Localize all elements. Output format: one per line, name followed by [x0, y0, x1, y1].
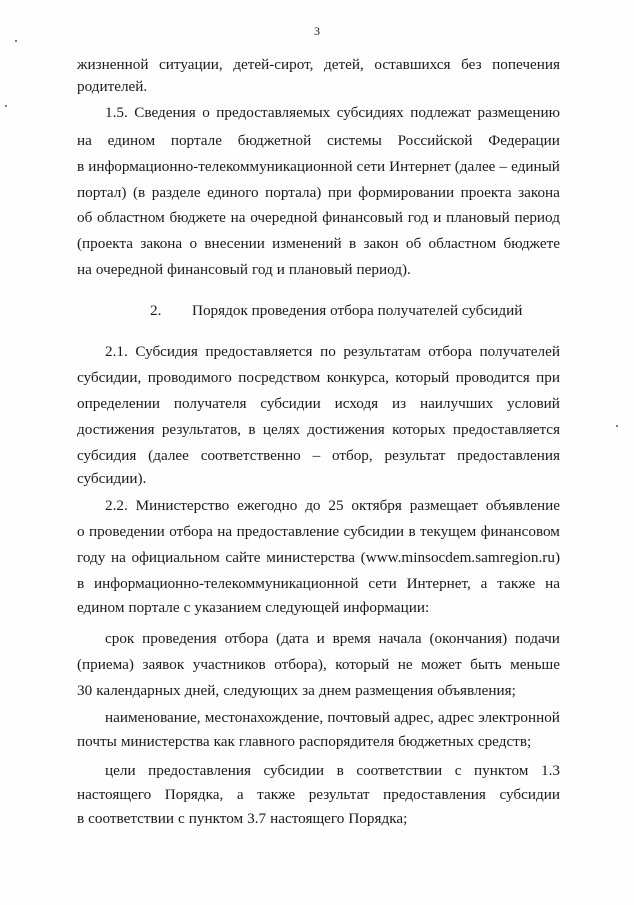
word: объявление [485, 497, 560, 514]
word: которых [392, 421, 446, 438]
word: проводимого [147, 369, 232, 386]
word: адрес [438, 709, 474, 726]
word: подлежат [410, 104, 471, 121]
word: днем [318, 682, 352, 699]
word: текущем [420, 523, 477, 540]
text-line [77, 55, 560, 75]
word: который [335, 656, 390, 673]
word: результат [308, 786, 370, 803]
word: (проекта [77, 235, 134, 252]
word: об [77, 209, 93, 226]
word: году [77, 549, 106, 566]
text-line [105, 496, 560, 516]
word: октября [351, 497, 402, 514]
word: с [183, 599, 191, 616]
word: на [77, 132, 92, 149]
word: из [391, 395, 407, 412]
word: определении [77, 395, 161, 412]
word: достижения [307, 421, 385, 438]
word: Федерации [488, 132, 560, 149]
word: предоставления [383, 786, 486, 803]
word: а [236, 786, 244, 803]
word: Российской [397, 132, 473, 149]
word: субсидии, [77, 369, 142, 386]
word: 1.3 [540, 762, 560, 779]
word: наименование, [105, 709, 201, 726]
word: срок [105, 630, 135, 647]
word: год [251, 261, 273, 278]
word: изменений [272, 235, 342, 252]
section-heading-number: 2. [150, 302, 162, 319]
word: Субсидия [135, 343, 198, 360]
word: получателя [173, 395, 247, 412]
word: ежегодно [237, 497, 298, 514]
text-line [77, 234, 560, 254]
word: Министерство [135, 497, 230, 514]
word: без [461, 56, 482, 73]
word: размещает [409, 497, 479, 514]
word: официальном [131, 549, 220, 566]
word: до [305, 497, 321, 514]
word: об [405, 235, 422, 252]
word: жизненной [77, 56, 149, 73]
word: и [316, 630, 325, 647]
word: с [178, 810, 185, 827]
word: о [189, 235, 198, 252]
word: (дата [276, 630, 309, 647]
word: указанием [194, 599, 262, 616]
word: может [421, 656, 462, 673]
word: достижения [77, 421, 155, 438]
word: отбора), [274, 656, 327, 673]
word: конкурса, [326, 369, 389, 386]
word: оставшихся [374, 56, 451, 73]
word: портале [128, 599, 180, 616]
word: на [110, 549, 126, 566]
word: период). [356, 261, 411, 278]
word: в [336, 762, 344, 779]
word: областном [97, 209, 165, 226]
word: средств; [477, 733, 532, 750]
text-line [105, 629, 560, 649]
word: закона [140, 235, 183, 252]
word: календарных [96, 682, 181, 699]
word: о [202, 104, 210, 121]
word: (в [132, 184, 146, 201]
word: период [514, 209, 560, 226]
text-line [77, 157, 560, 177]
word: закон [363, 235, 399, 252]
word: субсидиях [336, 104, 404, 121]
word: предоставляется [452, 421, 560, 438]
word: финансовый [167, 261, 248, 278]
word: Интернет, [406, 575, 471, 592]
word: не [397, 656, 413, 673]
word: портале [170, 132, 222, 149]
word: на [217, 523, 233, 540]
word: целях [262, 421, 300, 438]
text-line [77, 131, 560, 151]
word: в [77, 575, 85, 592]
word: соответствии [356, 762, 443, 779]
word: сайте [225, 549, 261, 566]
word: при [327, 184, 352, 201]
text-line [105, 103, 560, 123]
word: также [497, 575, 536, 592]
word: пунктом [474, 762, 529, 779]
text-line [77, 785, 560, 805]
word: предоставляется [205, 343, 313, 360]
word: информационно-телекоммуникационной [88, 158, 353, 175]
word: результатов, [161, 421, 242, 438]
word: отбор, [331, 447, 373, 464]
section-heading-text: Порядок проведения отбора получателей субсидий [192, 302, 523, 319]
word: сети [356, 158, 386, 175]
word: результат [384, 447, 446, 464]
word: очередной [250, 209, 318, 226]
word: следующей [265, 599, 340, 616]
word: начала [378, 630, 422, 647]
word: (приема) [77, 656, 134, 673]
word: попечения [492, 56, 560, 73]
word: субсидии [260, 395, 321, 412]
word: электронной [478, 709, 560, 726]
word: Порядка, [164, 786, 224, 803]
word: предоставления [457, 447, 560, 464]
word: проекта [460, 184, 512, 201]
word: отбора [428, 343, 472, 360]
word: а [480, 575, 488, 592]
word: участников [192, 656, 266, 673]
word: год [407, 209, 429, 226]
word: финансовый [322, 209, 404, 226]
word: который [395, 369, 450, 386]
word: проведении [89, 523, 165, 540]
word: предоставление [236, 523, 340, 540]
scan-speck [5, 105, 7, 107]
text-line [77, 394, 560, 414]
word: 2.2. [105, 497, 128, 514]
word: отбора [169, 523, 213, 540]
word: при [536, 369, 560, 386]
word: и [276, 261, 285, 278]
page-number: 3 [314, 24, 320, 38]
text-line [77, 732, 560, 752]
word: по [320, 343, 336, 360]
word: (окончания) [429, 630, 508, 647]
word: плановый [288, 261, 353, 278]
word: разделе [151, 184, 201, 201]
word: на [545, 575, 560, 592]
word: почты [77, 733, 117, 750]
text-line [77, 260, 560, 280]
word: цели [105, 762, 136, 779]
word: и [433, 209, 442, 226]
word: заявок [142, 656, 185, 673]
word: настоящего [270, 810, 345, 827]
word: – [312, 447, 321, 464]
word: следующих [223, 682, 299, 699]
word: как [213, 733, 235, 750]
word: субсидии [343, 523, 405, 540]
word: (далее [454, 158, 496, 175]
word: информационно-телекоммуникационной [94, 575, 359, 592]
word: едином [107, 132, 156, 149]
word: результатам [343, 343, 421, 360]
word: отбора [224, 630, 269, 647]
word: бюджете [503, 235, 560, 252]
word: 3.7 [247, 810, 267, 827]
word: проведения [142, 630, 217, 647]
word: очередной [95, 261, 164, 278]
word: время [332, 630, 371, 647]
word: субсидии [263, 762, 325, 779]
word: финансовом [480, 523, 560, 540]
text-line [77, 655, 560, 675]
word: в [77, 158, 85, 175]
word: в [408, 523, 416, 540]
word: настоящего [77, 786, 152, 803]
word: 30 [77, 682, 93, 699]
text-line [77, 208, 560, 228]
word: единого [207, 184, 259, 201]
word: объявления; [437, 682, 516, 699]
word: также [257, 786, 296, 803]
scan-speck [616, 425, 618, 427]
text-line [77, 368, 560, 388]
word: плановый [446, 209, 510, 226]
word: Порядка; [348, 810, 408, 827]
word: ситуации, [159, 56, 223, 73]
word: родителей. [77, 78, 148, 95]
word: 1.5. [105, 104, 128, 121]
word: 2.1. [105, 343, 128, 360]
word: субсидии). [77, 470, 147, 487]
word: информации: [343, 599, 430, 616]
text-line [105, 342, 560, 362]
text-line [77, 77, 560, 97]
word: министерства [266, 549, 355, 566]
word: предоставления [148, 762, 251, 779]
word: бюджетной [237, 132, 312, 149]
section-heading [150, 301, 522, 321]
word: (www.minsocdem.samregion.ru) [360, 549, 560, 566]
word: посредством [238, 369, 321, 386]
word: распорядителя [299, 733, 395, 750]
word: формировании [358, 184, 455, 201]
word: получателей [479, 343, 560, 360]
text-line [77, 420, 560, 440]
word: сети [368, 575, 397, 592]
word: (далее [148, 447, 189, 464]
word: пунктом [188, 810, 244, 827]
word: в [77, 810, 85, 827]
word: на [77, 261, 92, 278]
word: внесении [204, 235, 265, 252]
word: меньше [510, 656, 560, 673]
text-line [105, 761, 560, 781]
word: предоставляемых [216, 104, 331, 121]
word: соответственно [200, 447, 301, 464]
word: едином [77, 599, 125, 616]
word: адрес, [394, 709, 434, 726]
text-line [77, 446, 560, 466]
word: закона [518, 184, 560, 201]
word: Сведения [134, 104, 196, 121]
word: быть [470, 656, 502, 673]
word: бюджете [169, 209, 226, 226]
word: местонахождение, [204, 709, 324, 726]
text-line [77, 548, 560, 568]
word: главного [238, 733, 296, 750]
text-line [77, 809, 560, 829]
word: министерства [120, 733, 210, 750]
word: детей, [324, 56, 364, 73]
word: – [499, 158, 508, 175]
text-line [77, 522, 560, 542]
word: единый [511, 158, 560, 175]
word: о [77, 523, 85, 540]
text-line [77, 183, 560, 203]
word: 25 [328, 497, 344, 514]
word: на [230, 209, 246, 226]
text-line [105, 708, 560, 728]
word: детей-сирот, [233, 56, 314, 73]
text-line [77, 598, 560, 618]
scan-speck [15, 40, 17, 42]
word: с [454, 762, 462, 779]
word: исходя [334, 395, 379, 412]
text-line [77, 469, 560, 489]
word: подачи [515, 630, 560, 647]
word: размещения [355, 682, 434, 699]
text-line [77, 574, 560, 594]
word: дней, [184, 682, 220, 699]
word: почтовый [327, 709, 390, 726]
word: наилучших [419, 395, 494, 412]
word: бюджетных [398, 733, 474, 750]
word: в [248, 421, 256, 438]
word: условий [506, 395, 560, 412]
word: за [302, 682, 315, 699]
text-line [77, 681, 560, 701]
word: в [349, 235, 357, 252]
word: областном [428, 235, 497, 252]
word: портала) [265, 184, 322, 201]
word: системы [327, 132, 382, 149]
word: размещению [477, 104, 560, 121]
word: соответствии [88, 810, 174, 827]
word: портал) [77, 184, 127, 201]
word: Интернет [389, 158, 451, 175]
word: субсидия [77, 447, 137, 464]
word: субсидии [499, 786, 560, 803]
word: проводится [455, 369, 530, 386]
